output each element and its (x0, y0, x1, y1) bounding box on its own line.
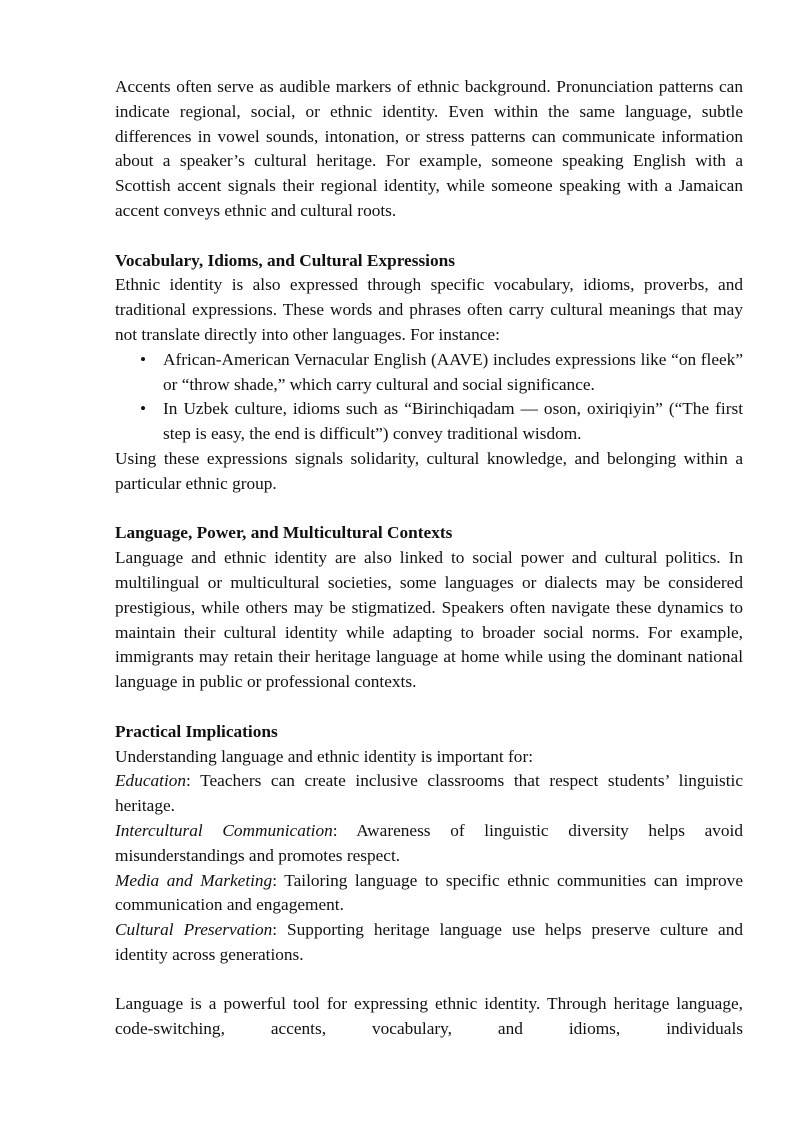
implication-term: Media and Marketing (115, 870, 273, 890)
list-item (115, 348, 743, 398)
implication-term: Intercultural Communication (115, 820, 333, 840)
power-paragraph: Language and ethnic identity are also linked to social power and cultural politics. In multilingual or multicultural societies, some languages or dialects may be considered prestigious, while others may be stigmatized. Speakers often navigate these dynamics to maintain their cultural identity while adapting to broader social norms. For example, immigrants may retain their heritage language at home while using the dominant national language in public or professional contexts. (115, 548, 743, 692)
vocabulary-bullet-list (115, 348, 743, 447)
list-item-text: In Uzbek culture, idioms such as “Birinchiqadam — oson, oxiriqiyin” (“The first step is easy, the end is difficult”) convey traditional wisdom. (163, 399, 743, 444)
implications-heading: Practical Implications (115, 721, 278, 741)
implication-item-preservation (115, 918, 743, 968)
vocabulary-closing: Using these expressions signals solidarity, cultural knowledge, and belonging within a particular ethnic group. (115, 448, 743, 493)
document-page (115, 75, 743, 1042)
implication-item-intercultural (115, 819, 743, 869)
list-item (115, 397, 743, 447)
vocabulary-heading: Vocabulary, Idioms, and Cultural Expressions (115, 250, 455, 270)
spacer (115, 224, 743, 249)
implication-item-media (115, 869, 743, 919)
accents-paragraph: Accents often serve as audible markers of ethnic background. Pronunciation patterns can indicate regional, social, or ethnic identity. Even within the same language, subtle differences in vowel sounds, intonation, or stress patterns can communicate information about a speaker’s cultural heritage. For example, someone speaking English with a Scottish accent signals their regional identity, while someone speaking with a Jamaican accent conveys ethnic and cultural roots. (115, 77, 743, 220)
implications-intro: Understanding language and ethnic identity is important for: (115, 746, 534, 766)
implication-item-education (115, 769, 743, 819)
bullet-icon: • (140, 349, 147, 369)
implication-text: : Teachers can create inclusive classrooms that respect students’ linguistic heritage. (115, 771, 743, 816)
implication-text: : Supporting heritage language use helps preserve culture and identity across generations. (115, 920, 744, 964)
implication-text: : Awareness of linguistic diversity helps avoid misunderstandings and promotes respect. (115, 820, 743, 865)
spacer (115, 968, 743, 993)
implication-text: : Tailoring language to specific ethnic communities can improve communication and engagement. (115, 870, 743, 915)
bullet-icon: • (140, 399, 147, 419)
conclusion-paragraph: Language is a powerful tool for expressing ethnic identity. Through heritage language, code-switching, accents, vocabulary, and idioms, individuals (115, 994, 743, 1039)
implication-term: Cultural Preservation (115, 920, 273, 940)
power-heading: Language, Power, and Multicultural Contexts (115, 523, 453, 543)
implication-term: Education (115, 771, 187, 791)
vocabulary-paragraph: Ethnic identity is also expressed through specific vocabulary, idioms, proverbs, and traditional expressions. These words and phrases often carry cultural meanings that may not translate directly into other languages. For instance: (115, 275, 743, 344)
spacer (115, 497, 743, 522)
list-item-text: African-American Vernacular English (AAVE) includes expressions like “on fleek” or “throw shade,” which carry cultural and social significance. (163, 349, 743, 394)
spacer (115, 695, 743, 720)
